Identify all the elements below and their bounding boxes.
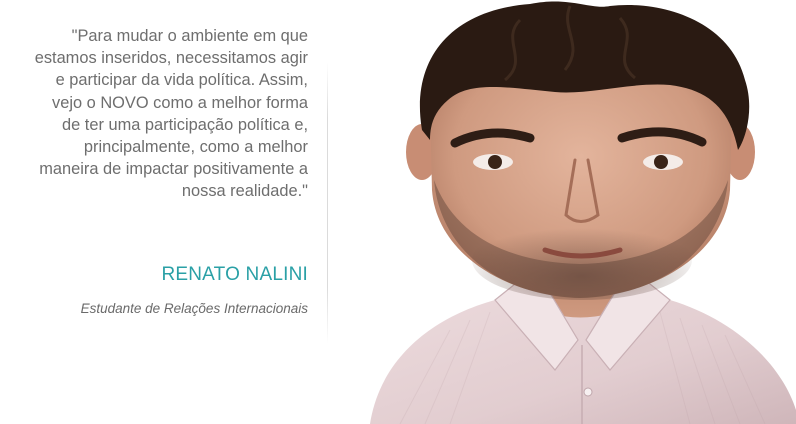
quote-line: principalmente, como a melhor <box>83 138 308 157</box>
quote-line: nossa realidade." <box>181 182 308 201</box>
quote-line: "Para mudar o ambiente em que <box>71 27 308 45</box>
portrait-photo <box>330 0 796 424</box>
testimonial-quote <box>0 25 308 203</box>
divider-line <box>327 62 328 344</box>
quote-line: de ter uma participação política e, <box>62 115 308 134</box>
quote-line: vejo o NOVO como a melhor forma <box>52 93 308 112</box>
person-role: Estudante de Relações Internacionais <box>80 301 308 316</box>
shirt-button <box>584 388 592 396</box>
quote-line: maneira de impactar positivamente a <box>39 160 308 179</box>
quote-line: estamos inseridos, necessitamos agir <box>34 49 308 68</box>
quote-line: e participar da vida política. Assim, <box>55 71 308 90</box>
person-name: RENATO NALINI <box>161 264 308 285</box>
